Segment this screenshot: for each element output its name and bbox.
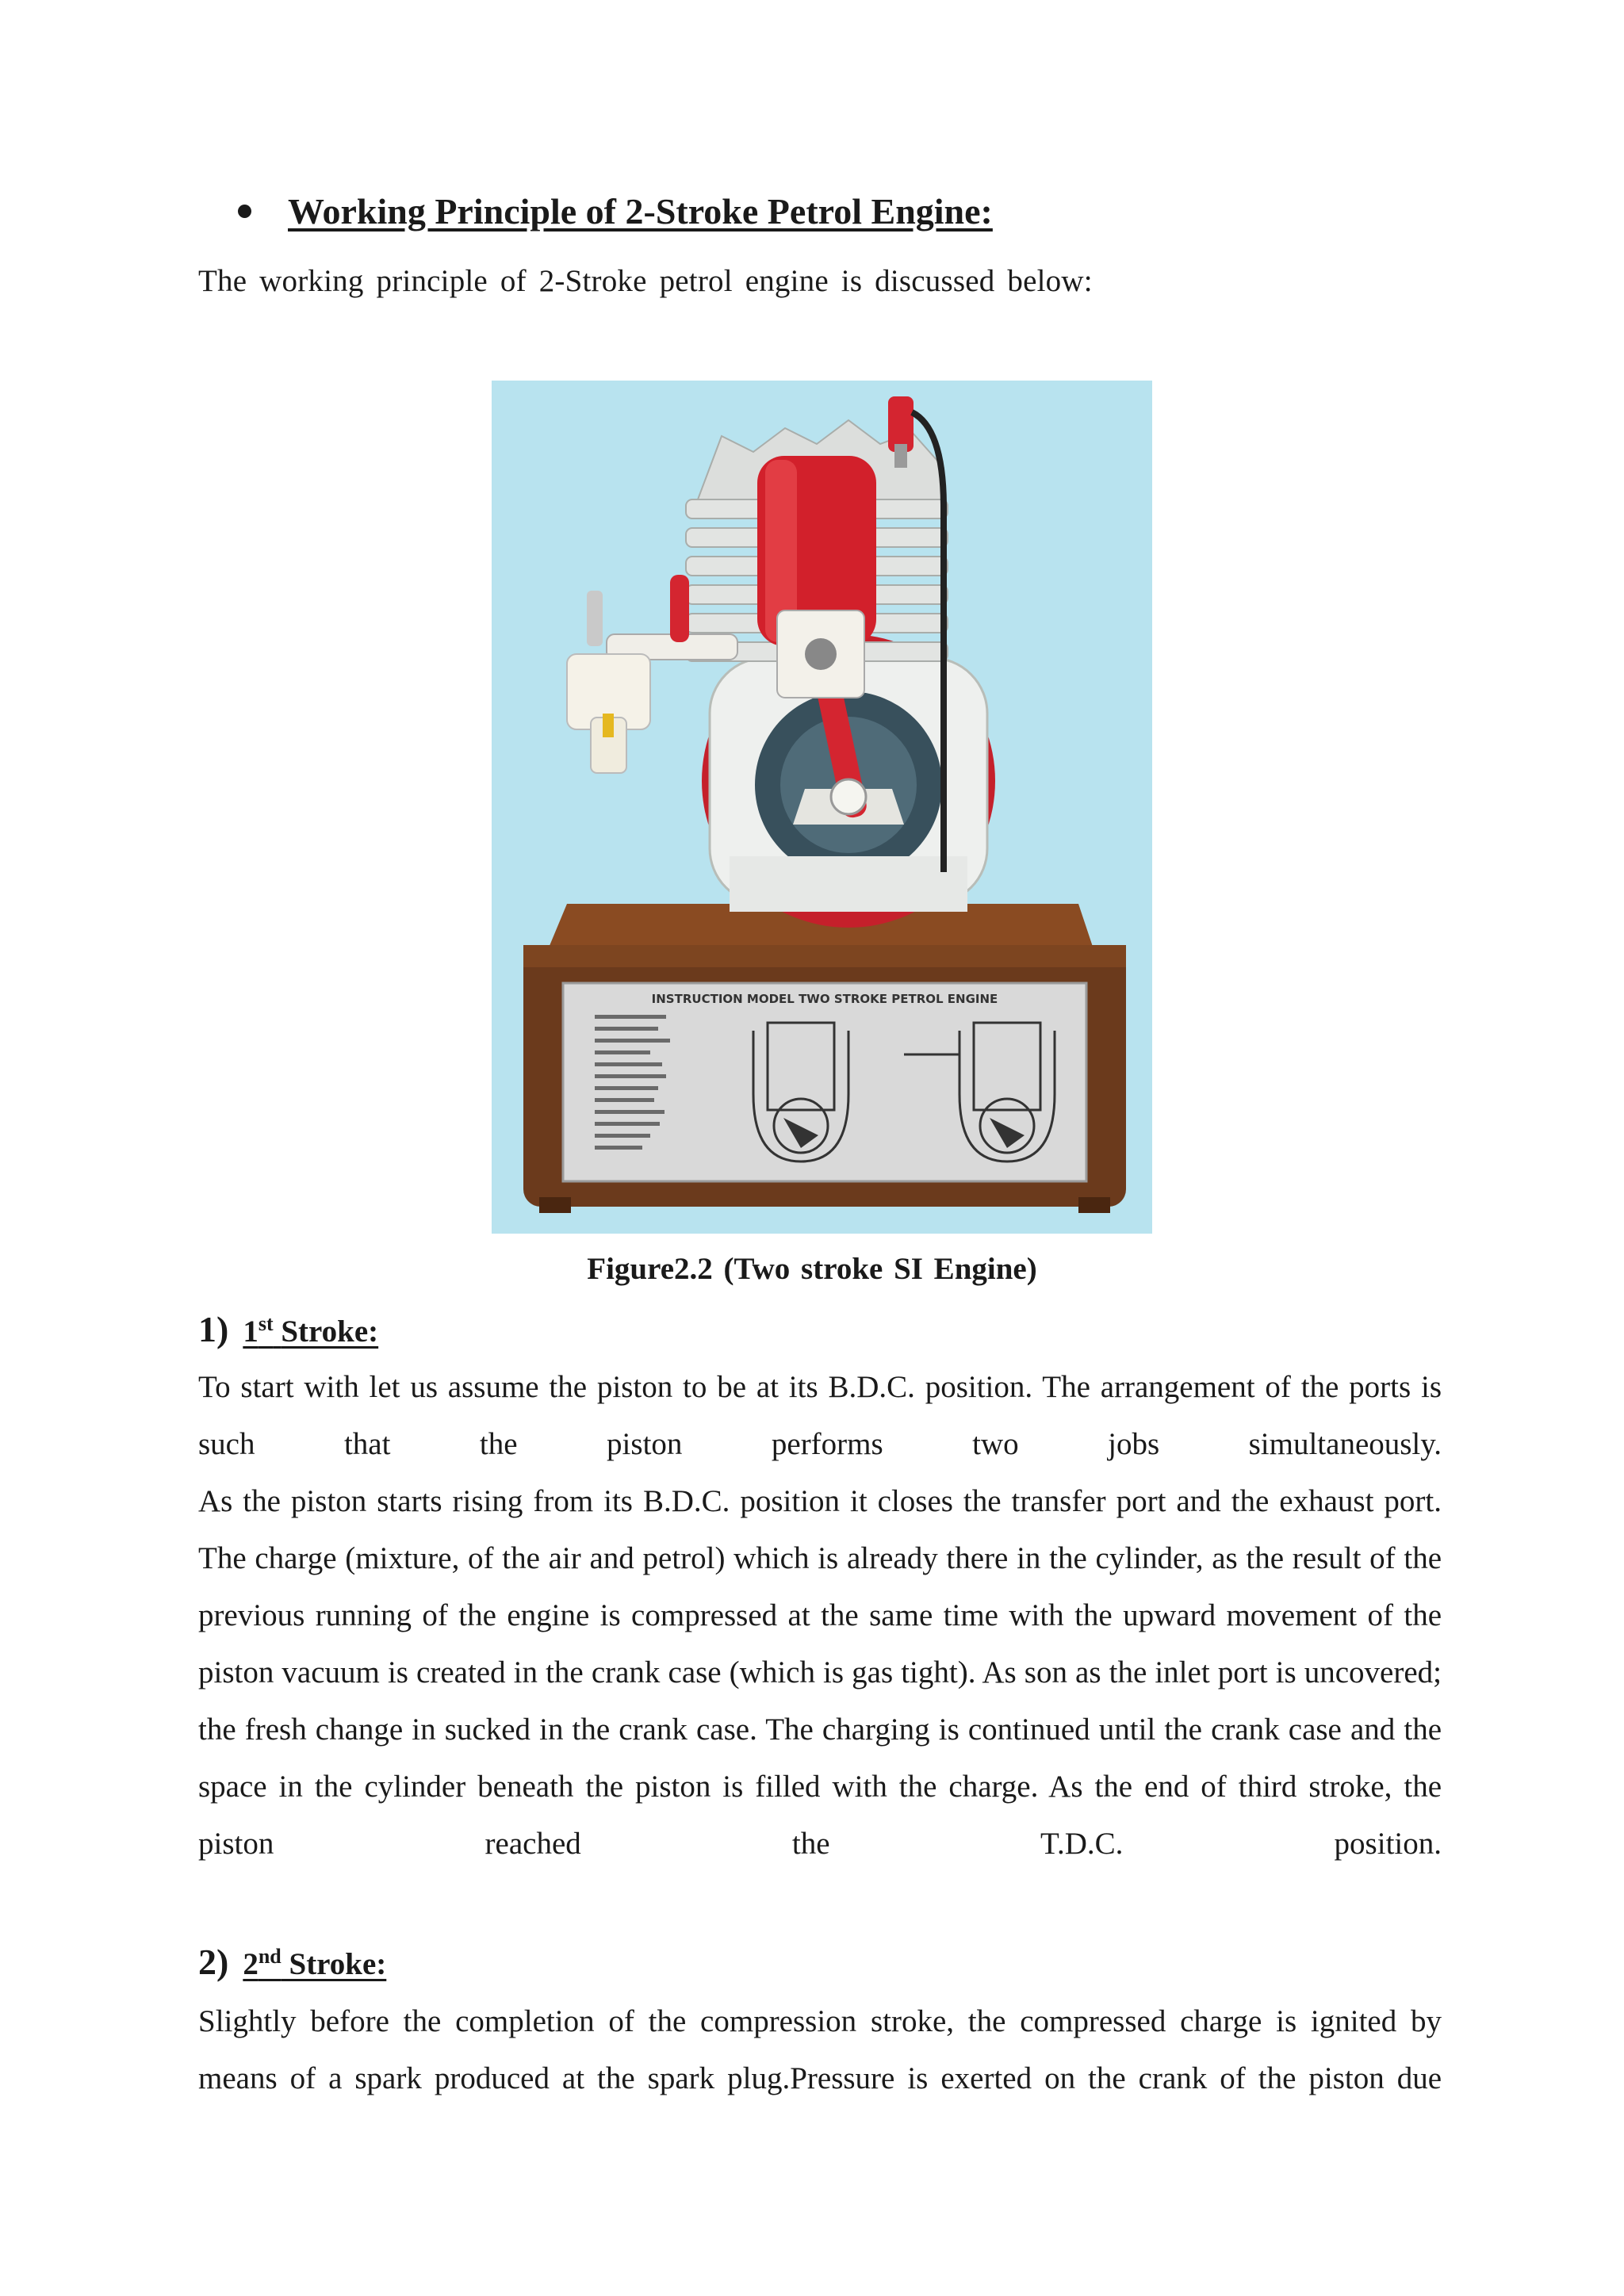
text-line: As the piston starts rising from its B.D.C. position it closes the transfer port and the exhaust [198,1484,1374,1518]
stroke-1-heading [198,1308,378,1350]
text-line: ports is such that the piston performs two jobs simultaneously. [198,1370,1442,1461]
text-line: the charge. As the end of third stroke, the piston reached the T.D.C. position. [198,1770,1442,1861]
text-line: To start with let us assume the piston to be at its B.D.C. position. The arrangement of the [198,1370,1339,1404]
text-line: result of the previous running of the engine is compressed at the same time with the upward [198,1541,1442,1632]
stroke-2-heading [198,1941,386,1983]
engine-figure [492,381,1152,1234]
figure-caption: Figure2.2 (Two stroke SI Engine) [587,1252,1037,1286]
stroke-1-label: Stroke: [281,1314,379,1349]
stroke-1-paragraph-1 [198,1359,1442,1473]
intro-text: The working principle of 2-Stroke petrol engine is discussed below: [198,264,1093,298]
stroke-2-number: 2) [198,1942,229,1982]
section-heading [238,190,993,232]
stroke-2-paragraph-1 [198,1993,1442,2107]
stroke-2-ordinal: 2 [243,1947,259,1981]
text-line: continued until the crank case and the space in the cylinder beneath the piston is filled with [198,1712,1442,1804]
text-line: means of a spark produced at the spark plug.Pressure is exerted on the crank of the piston due [198,2061,1442,2095]
stroke-1-title [243,1312,378,1349]
text-line: Slightly before the completion of the compression stroke, the compressed charge is ignited by [198,2004,1442,2038]
stroke-2-label: Stroke: [289,1947,387,1981]
stroke-1-number: 1) [198,1309,229,1349]
plaque-title: INSTRUCTION MODEL TWO STROKE PETROL ENGINE [651,992,998,1006]
stroke-1-suffix: st [258,1312,274,1335]
section-title: Working Principle of 2-Stroke Petrol Engine: [288,191,993,232]
text-line: port. The charge (mixture, of the air and petrol) which is already there in the cylinder, as the [198,1484,1442,1575]
engine-model-illustration [492,381,1152,1234]
bullet-icon [238,205,251,218]
stroke-1-paragraph-2 [198,1473,1442,1873]
stroke-1-ordinal: 1 [243,1314,259,1349]
text-line: movement of the piston vacuum is created in the crank case (which is gas tight). As son as [198,1598,1442,1689]
stroke-2-title [243,1945,386,1982]
text-line: the inlet port is uncovered; the fresh change in sucked in the crank case. The charging is [198,1655,1442,1747]
stroke-2-suffix: nd [258,1945,282,1968]
